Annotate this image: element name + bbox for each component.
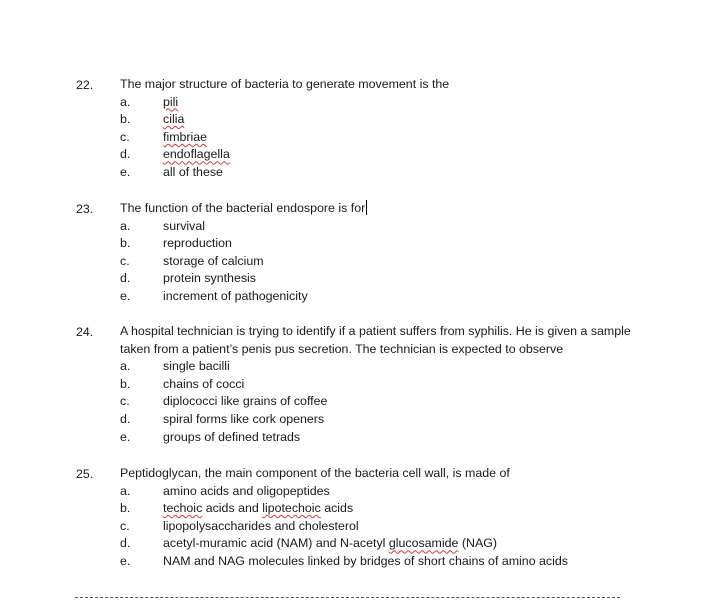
option-text: fimbriae <box>163 129 208 144</box>
option-a <box>0 218 711 236</box>
option-text <box>163 500 353 518</box>
option-text: amino acids and oligopeptides <box>163 483 330 498</box>
question-text: A hospital technician is trying to identify if a patient suffers from syphilis. He is given a sample taken from a patient’s penis pus secretion. The technician is expected to observe <box>120 324 631 356</box>
option-letter: b. <box>120 501 131 516</box>
option-text: groups of defined tetrads <box>163 429 301 444</box>
option-b <box>0 376 711 394</box>
option-e <box>0 164 711 182</box>
option-b <box>0 500 711 518</box>
option-text-part: glucosamide <box>388 536 459 551</box>
option-text: diplococci like grains of coffee <box>163 394 328 409</box>
option-text-part: acids and <box>202 501 263 516</box>
option-text: single bacilli <box>163 359 230 374</box>
option-letter: a. <box>120 483 131 498</box>
option-d <box>0 411 711 429</box>
question-text[interactable] <box>120 200 650 218</box>
option-letter: e. <box>120 553 131 568</box>
option-text: survival <box>163 218 205 233</box>
question-text: Peptidoglycan, the main component of the bacteria cell wall, is made of <box>120 466 510 480</box>
option-text: protein synthesis <box>163 271 256 286</box>
option-c <box>0 129 711 147</box>
question-text: The major structure of bacteria to generate movement is the <box>120 77 450 91</box>
option-letter: d. <box>120 271 131 286</box>
option-c <box>0 393 711 411</box>
option-a <box>0 483 711 501</box>
option-list <box>0 94 711 182</box>
option-list <box>0 483 711 571</box>
question-number: 25. <box>76 467 94 481</box>
option-letter: b. <box>120 236 131 251</box>
option-letter: d. <box>120 411 131 426</box>
option-text: cilia <box>163 112 185 127</box>
option-text: storage of calcium <box>163 253 264 268</box>
option-letter: b. <box>120 112 131 127</box>
option-letter: c. <box>120 129 130 144</box>
option-text: all of these <box>163 164 223 179</box>
text-cursor <box>366 200 367 215</box>
option-text <box>163 535 497 553</box>
option-text-part: (NAG) <box>458 536 497 551</box>
option-text: reproduction <box>163 236 232 251</box>
option-letter: d. <box>120 536 131 551</box>
page-break-rule <box>75 597 620 598</box>
option-letter: a. <box>120 359 131 374</box>
option-b <box>0 111 711 129</box>
option-letter: c. <box>120 394 130 409</box>
option-letter: c. <box>120 518 130 533</box>
option-text: endoflagella <box>163 147 230 162</box>
option-c <box>0 518 711 536</box>
option-letter: a. <box>120 218 131 233</box>
option-d <box>0 270 711 288</box>
option-letter: e. <box>120 164 131 179</box>
option-text: pili <box>163 94 179 109</box>
option-letter: e. <box>120 429 131 444</box>
option-e <box>0 553 711 571</box>
option-letter: a. <box>120 94 131 109</box>
question-number: 24. <box>76 325 94 339</box>
option-letter: d. <box>120 147 131 162</box>
option-a <box>0 358 711 376</box>
option-list <box>0 358 711 446</box>
option-b <box>0 235 711 253</box>
question-number: 23. <box>76 202 94 216</box>
option-text: lipopolysaccharides and cholesterol <box>163 518 359 533</box>
option-text: chains of cocci <box>163 376 245 391</box>
option-letter: c. <box>120 253 130 268</box>
option-text-part: acetyl-muramic acid (NAM) and N-acetyl <box>163 536 389 551</box>
option-text: spiral forms like cork openers <box>163 411 325 426</box>
option-a <box>0 94 711 112</box>
option-e <box>0 288 711 306</box>
option-list <box>0 218 711 306</box>
option-letter: e. <box>120 288 131 303</box>
option-text-part: techoic <box>163 501 203 516</box>
option-text: NAM and NAG molecules linked by bridges of short chains of amino acids <box>163 553 568 568</box>
question-text-content: The function of the bacterial endospore is for <box>120 201 366 215</box>
option-text: increment of pathogenicity <box>163 288 308 303</box>
question-number: 22. <box>76 78 94 92</box>
option-d <box>0 146 711 164</box>
option-text-part: lipotechoic <box>262 501 321 516</box>
option-c <box>0 253 711 271</box>
option-text-part: acids <box>320 501 354 516</box>
option-d <box>0 535 711 553</box>
option-e <box>0 429 711 447</box>
option-letter: b. <box>120 376 131 391</box>
